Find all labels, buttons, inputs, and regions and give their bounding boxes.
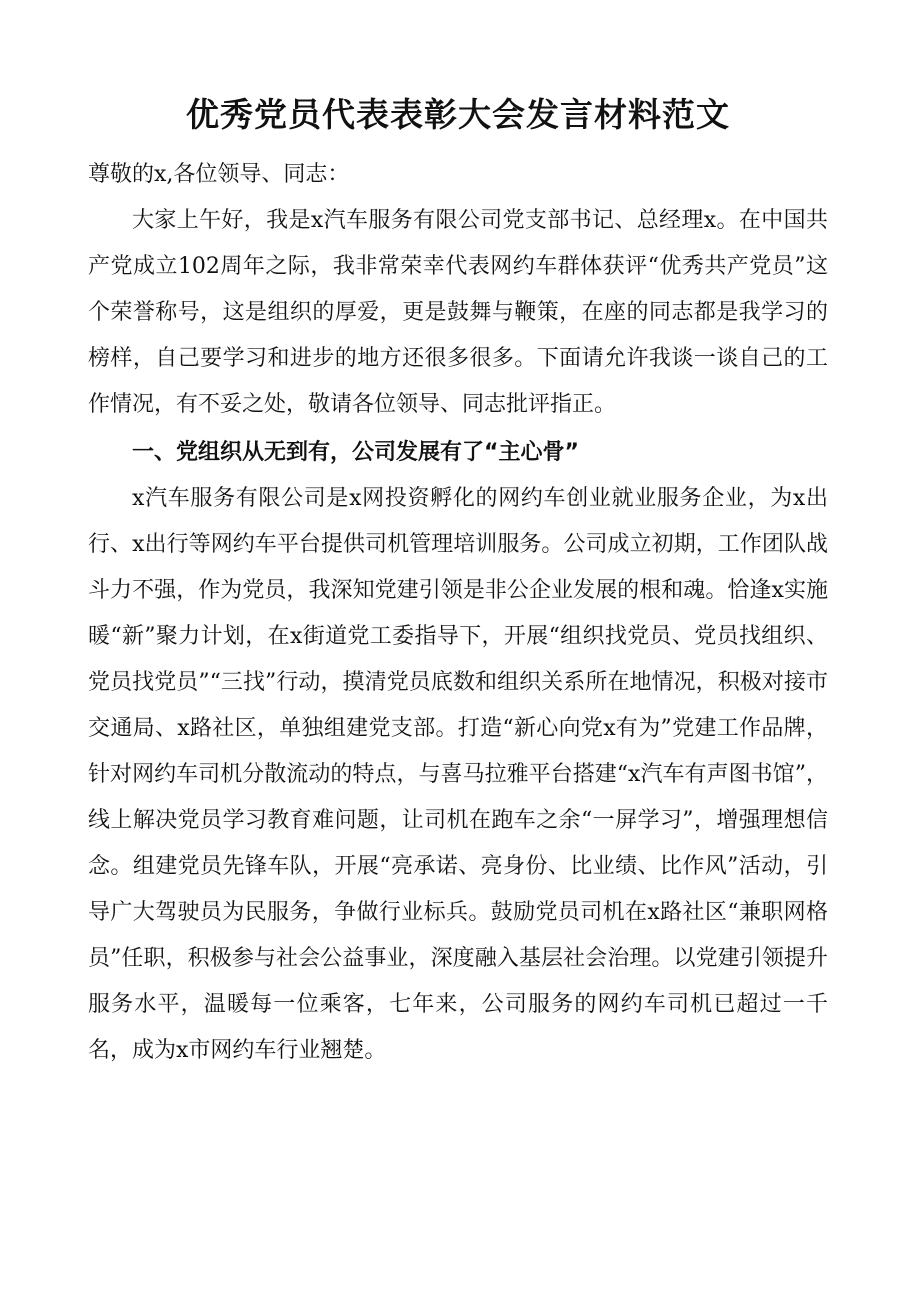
section-heading: 一、党组织从无到有，公司发展有了“主心骨” (132, 440, 579, 465)
salutation: 尊敬的x,各位领导、同志： (88, 162, 350, 187)
document-title: 优秀党员代表表彰大会发言材料范文 (186, 95, 730, 134)
section-body-paragraph: x汽车服务有限公司是x网投资孵化的网约车创业就业服务企业，为x出行、x出行等网约车平台提供司机管理培训服务。公司成立初期，工作团队战斗力不强，作为党员，我深知党建引领是非公企业发展的根和魂。恰逢x实施暖“新”聚力计划，在x街道党工委指导下，开展“组织找党员、党员找组织、党员找党员”“三找”行动，摸清党员底数和组织关系所在地情况，积极对接市交通局、x路社区，单独组建党支部。打造“新心向党x有为”党建工作品牌，针对网约车司机分散流动的特点，与喜马拉雅平台搭建“x汽车有声图书馆”，线上解决党员学习教育难问题，让司机在跑车之余“一屏学习”，增强理想信念。组建党员先锋车队，开展“亮承诺、亮身份、比业绩、比作风”活动，引导广大驾驶员为民服务，争做行业标兵。鼓励党员司机在x路社区“兼职网格员”任职，积极参与社会公益事业，深度融入基层社会治理。以党建引领提升服务水平，温暖每一位乘客，七年来，公司服务的网约车司机已超过一千名，成为x市网约车行业翘楚。 (88, 486, 828, 1063)
intro-paragraph: 大家上午好，我是x汽车服务有限公司党支部书记、总经理x。在中国共产党成立102周年之际，我非常荣幸代表网约车群体获评“优秀共产党员”这个荣誉称号，这是组织的厚爱，更是鼓舞与鞭策，在座的同志都是我学习的榜样，自己要学习和进步的地方还很多很多。下面请允许我谈一谈自己的工作情况，有不妥之处，敬请各位领导、同志批评指正。 (88, 208, 828, 417)
